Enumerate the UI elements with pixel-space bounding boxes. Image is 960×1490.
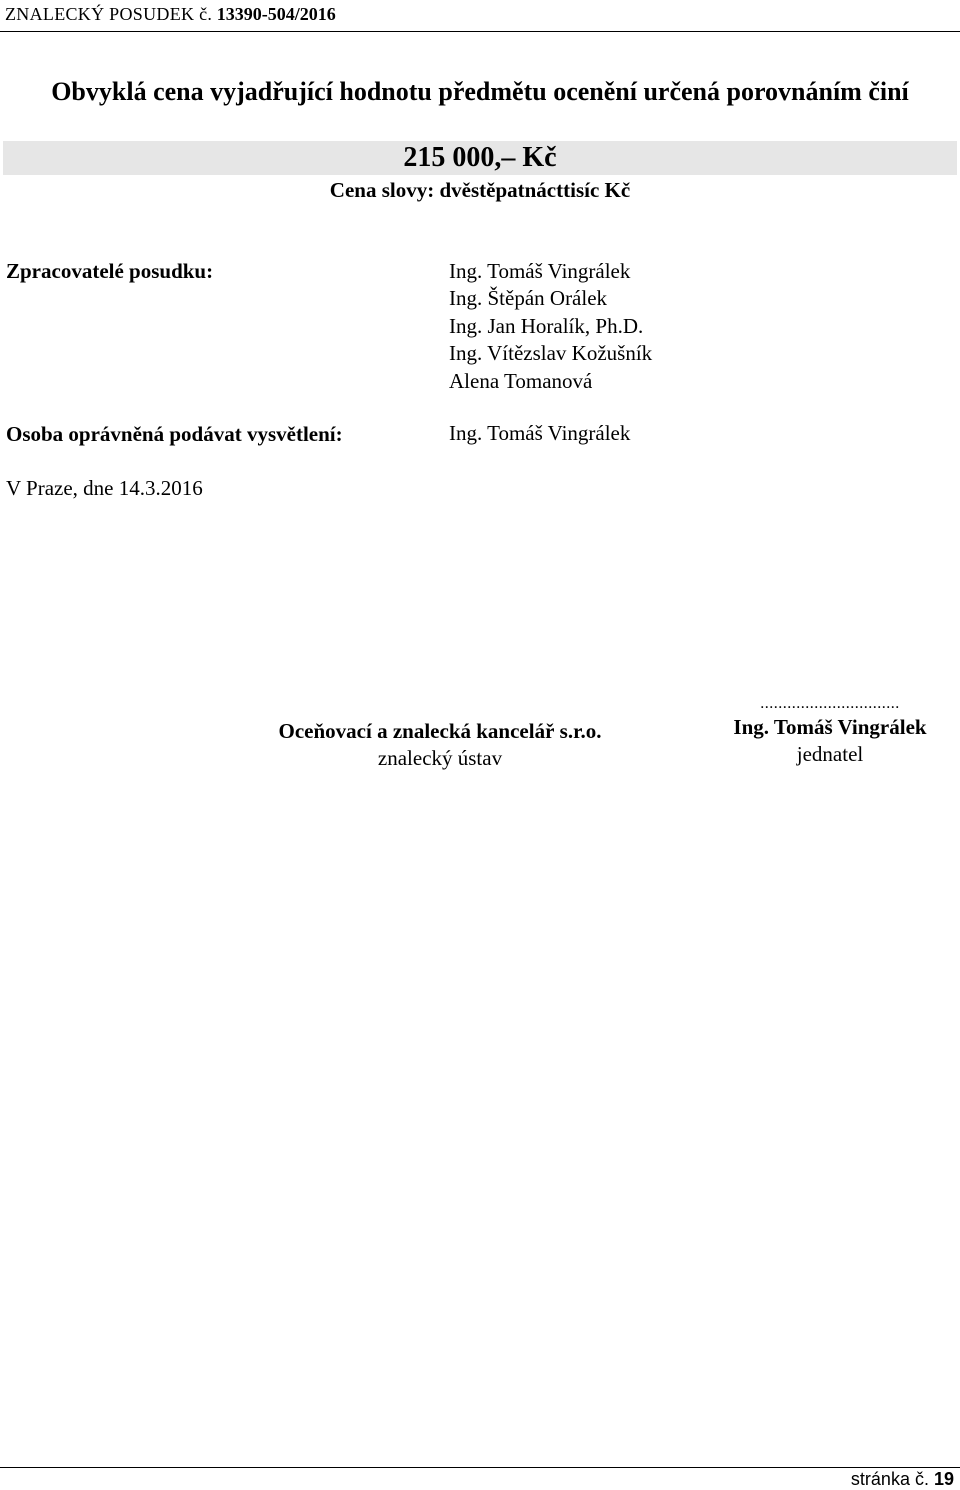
signature-line: ...............................	[760, 695, 900, 712]
authors-list	[449, 258, 652, 395]
footer-divider	[0, 1467, 960, 1468]
document-header	[5, 4, 336, 25]
signatory-name: Ing. Tomáš Vingrálek	[733, 715, 927, 739]
authors-label: Zpracovatelé posudku:	[6, 259, 214, 283]
header-number: 13390-504/2016	[216, 4, 336, 24]
place-date: V Praze, dne 14.3.2016	[6, 476, 203, 500]
page-label: stránka č.	[850, 1469, 929, 1489]
author-name: Ing. Štěpán Orálek	[449, 286, 608, 311]
page-number: 19	[933, 1469, 954, 1489]
signature-block	[700, 694, 960, 768]
author-name: Alena Tomanová	[449, 368, 593, 393]
organization-block	[230, 718, 650, 772]
organization-type: znalecký ústav	[377, 746, 503, 770]
valuation-heading: Obvyklá cena vyjadřující hodnotu předmětu ocenění určená porovnáním činí	[51, 77, 909, 106]
explanation-person: Ing. Tomáš Vingrálek	[449, 421, 631, 445]
explanation-label: Osoba oprávněná podávat vysvětlení:	[6, 422, 343, 446]
author-name: Ing. Vítězslav Kožušník	[449, 341, 653, 366]
page-footer	[851, 1469, 954, 1490]
signatory-role: jednatel	[796, 742, 864, 766]
header-label: ZNALECKÝ POSUDEK č.	[5, 4, 213, 24]
author-name: Ing. Jan Horalík, Ph.D.	[449, 313, 644, 338]
organization-name: Oceňovací a znalecká kancelář s.r.o.	[278, 719, 602, 743]
price-amount: 215 000,– Kč	[403, 142, 557, 173]
author-name: Ing. Tomáš Vingrálek	[449, 259, 631, 283]
price-in-words: Cena slovy: dvěstěpatnácttisíc Kč	[329, 178, 631, 202]
header-divider	[0, 31, 960, 32]
